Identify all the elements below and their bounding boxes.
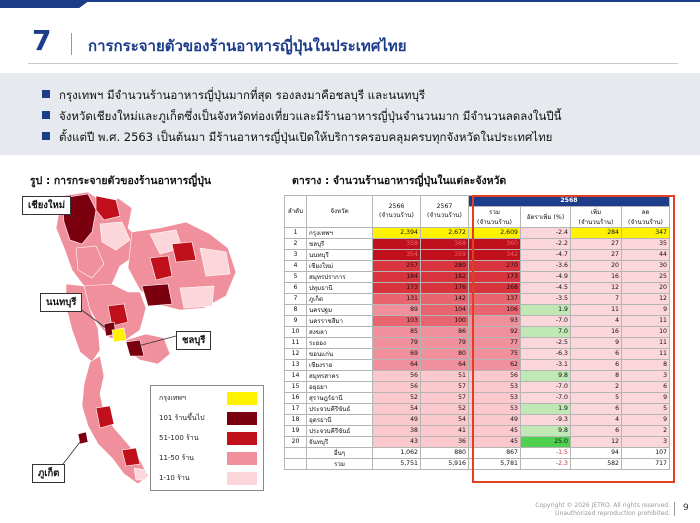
cell-increase: 6 — [571, 348, 622, 359]
legend-label: 11-50 ร้าน — [159, 454, 195, 462]
legend-swatch — [227, 472, 257, 485]
cell-growth: -2.2 — [521, 238, 571, 249]
cell-2566: 49 — [373, 414, 421, 425]
bullet-square-icon — [42, 90, 50, 98]
cell-decrease: 347 — [622, 227, 670, 238]
map-province-korat — [142, 284, 172, 306]
cell-province: ระยอง — [307, 337, 373, 348]
map-province-ne-light3 — [180, 286, 214, 308]
cell-rank: 6 — [285, 282, 307, 293]
cell-province: เชียงใหม่ — [307, 260, 373, 271]
cell-increase: 20 — [571, 260, 622, 271]
cell-rank: 13 — [285, 359, 307, 370]
table-row — [285, 403, 670, 414]
header-2567: 2567 (จำนวนร้าน) — [421, 196, 469, 228]
cell-2568: 53 — [469, 381, 521, 392]
header-rule — [28, 63, 678, 64]
cell-rank: 11 — [285, 337, 307, 348]
cell-decrease: 2 — [622, 425, 670, 436]
cell-province: ประจวบคีรีขันธ์ — [307, 425, 373, 436]
cell-decrease: 10 — [622, 326, 670, 337]
bullet-square-icon — [42, 111, 50, 119]
cell-growth: 9.8 — [521, 370, 571, 381]
cell-growth: 1.9 — [521, 304, 571, 315]
cell-rank: 4 — [285, 260, 307, 271]
cell-2567: 280 — [421, 260, 469, 271]
cell-rank: 3 — [285, 249, 307, 260]
cell-label: อื่นๆ — [307, 447, 373, 458]
top-accent-bar — [0, 0, 700, 8]
cell-rank: 14 — [285, 370, 307, 381]
cell-2568: 56 — [469, 370, 521, 381]
cell-increase: 6 — [571, 425, 622, 436]
legend-label: 101 ร้านขึ้นไป — [159, 414, 205, 422]
legend-swatch — [227, 392, 257, 405]
cell-2566: 54 — [373, 403, 421, 414]
cell-rank: 10 — [285, 326, 307, 337]
cell-province: สมุทรปราการ — [307, 271, 373, 282]
cell-2568: 5,781 — [469, 458, 521, 469]
header-2566: 2566 (จำนวนร้าน) — [373, 196, 421, 228]
map-province-bangkok — [112, 328, 126, 342]
table-row — [285, 436, 670, 447]
cell-2568: 62 — [469, 359, 521, 370]
cell-2568: 49 — [469, 414, 521, 425]
cell-empty — [285, 458, 307, 469]
cell-decrease: 20 — [622, 282, 670, 293]
page-number-divider — [674, 502, 675, 516]
cell-growth: 1.9 — [521, 403, 571, 414]
cell-decrease: 9 — [622, 392, 670, 403]
cell-2566: 89 — [373, 304, 421, 315]
cell-growth: 7.0 — [521, 326, 571, 337]
cell-2566: 184 — [373, 271, 421, 282]
table-row — [285, 227, 670, 238]
map-province-udon — [172, 242, 196, 262]
cell-province: นครราชสีมา — [307, 315, 373, 326]
cell-decrease: 107 — [622, 447, 670, 458]
table-row — [285, 348, 670, 359]
cell-rank: 18 — [285, 414, 307, 425]
summary-box — [0, 73, 700, 155]
cell-2568: 92 — [469, 326, 521, 337]
cell-2568: 168 — [469, 282, 521, 293]
cell-decrease: 5 — [622, 403, 670, 414]
map-tag-nonthaburi: นนทบุรี — [40, 293, 82, 312]
cell-label: รวม — [307, 458, 373, 469]
cell-increase: 27 — [571, 238, 622, 249]
cell-2568: 53 — [469, 403, 521, 414]
cell-2567: 5,916 — [421, 458, 469, 469]
cell-rank: 8 — [285, 304, 307, 315]
bullet-text: ตั้งแต่ปี พ.ศ. 2563 เป็นต้นมา มีร้านอาหารญี่ปุ่นเปิดให้บริการครอบคลุมครบทุกจังหวัดในประเทศไทย — [59, 130, 553, 144]
cell-province: นนทบุรี — [307, 249, 373, 260]
cell-increase: 16 — [571, 271, 622, 282]
cell-decrease: 9 — [622, 304, 670, 315]
cell-province: เชียงราย — [307, 359, 373, 370]
cell-2566: 173 — [373, 282, 421, 293]
page-title: การกระจายตัวของร้านอาหารญี่ปุ่นในประเทศไทย — [88, 37, 407, 55]
cell-2568: 106 — [469, 304, 521, 315]
table-row — [285, 370, 670, 381]
cell-province: สมุทรสาคร — [307, 370, 373, 381]
cell-increase: 7 — [571, 293, 622, 304]
table-row — [285, 293, 670, 304]
cell-increase: 11 — [571, 304, 622, 315]
legend-swatch — [227, 412, 257, 425]
cell-2567: 57 — [421, 381, 469, 392]
cell-2566: 354 — [373, 249, 421, 260]
restaurant-count-table — [284, 195, 670, 470]
cell-province: จันทบุรี — [307, 436, 373, 447]
cell-decrease: 11 — [622, 337, 670, 348]
cell-rank: 20 — [285, 436, 307, 447]
cell-rank: 15 — [285, 381, 307, 392]
cell-2567: 54 — [421, 414, 469, 425]
header-2568: 2568 — [469, 196, 670, 207]
header-decrease: ลด (จำนวนร้าน) — [622, 206, 670, 227]
cell-growth: 9.8 — [521, 425, 571, 436]
cell-growth: -2.4 — [521, 227, 571, 238]
map-tag-chonburi: ชลบุรี — [176, 331, 211, 350]
cell-rank: 2 — [285, 238, 307, 249]
header-total: รวม (จำนวนร้าน) — [469, 206, 521, 227]
cell-2566: 79 — [373, 337, 421, 348]
cell-province: ปทุมธานี — [307, 282, 373, 293]
cell-2568: 270 — [469, 260, 521, 271]
cell-2568: 360 — [469, 238, 521, 249]
header-province: จังหวัด — [307, 196, 373, 228]
cell-2567: 368 — [421, 238, 469, 249]
legend-row — [151, 468, 263, 488]
cell-2566: 257 — [373, 260, 421, 271]
cell-growth: -7.0 — [521, 381, 571, 392]
cell-rank: 12 — [285, 348, 307, 359]
cell-province: ภูเก็ต — [307, 293, 373, 304]
table-row-others — [285, 447, 670, 458]
map-caption: รูป : การกระจายตัวของร้านอาหารญี่ปุ่น — [30, 175, 212, 187]
cell-2567: 176 — [421, 282, 469, 293]
cell-2568: 867 — [469, 447, 521, 458]
cell-2566: 103 — [373, 315, 421, 326]
header-growth: อัตราเพิ่ม (%) — [521, 206, 571, 227]
cell-province: ประจวบคีรีขันธ์ — [307, 403, 373, 414]
cell-decrease: 30 — [622, 260, 670, 271]
page-number: 9 — [683, 503, 689, 513]
cell-rank: 17 — [285, 403, 307, 414]
cell-2566: 69 — [373, 348, 421, 359]
legend-row — [151, 428, 263, 448]
cell-increase: 2 — [571, 381, 622, 392]
bullet-item — [42, 108, 562, 126]
cell-increase: 582 — [571, 458, 622, 469]
cell-growth: -7.0 — [521, 392, 571, 403]
table-row — [285, 249, 670, 260]
cell-2568: 77 — [469, 337, 521, 348]
cell-province: สุราษฎร์ธานี — [307, 392, 373, 403]
table-row — [285, 381, 670, 392]
cell-growth: -1.5 — [521, 447, 571, 458]
cell-2567: 52 — [421, 403, 469, 414]
table-row — [285, 326, 670, 337]
table-caption: ตาราง : จำนวนร้านอาหารญี่ปุ่นในแต่ละจังหวัด — [292, 175, 507, 187]
cell-2567: 104 — [421, 304, 469, 315]
bullet-item — [42, 129, 552, 147]
cell-increase: 284 — [571, 227, 622, 238]
legend-row — [151, 388, 263, 408]
cell-growth: -3.6 — [521, 260, 571, 271]
table-row — [285, 282, 670, 293]
cell-province: ขอนแก่น — [307, 348, 373, 359]
map-region-south — [82, 356, 148, 484]
cell-province: กรุงเทพฯ — [307, 227, 373, 238]
cell-decrease: 25 — [622, 271, 670, 282]
cell-rank: 9 — [285, 315, 307, 326]
cell-2568: 342 — [469, 249, 521, 260]
cell-growth: -7.0 — [521, 315, 571, 326]
cell-2567: 182 — [421, 271, 469, 282]
cell-decrease: 717 — [622, 458, 670, 469]
cell-province: นครปฐม — [307, 304, 373, 315]
legend-row — [151, 408, 263, 428]
map-tag-chiangmai: เชียงใหม่ — [22, 196, 71, 215]
cell-growth: -6.3 — [521, 348, 571, 359]
cell-decrease: 3 — [622, 436, 670, 447]
cell-2567: 2,672 — [421, 227, 469, 238]
cell-2566: 64 — [373, 359, 421, 370]
cell-2568: 173 — [469, 271, 521, 282]
cell-increase: 4 — [571, 414, 622, 425]
cell-2568: 75 — [469, 348, 521, 359]
legend-label: 1-10 ร้าน — [159, 474, 190, 482]
cell-2567: 100 — [421, 315, 469, 326]
cell-2566: 131 — [373, 293, 421, 304]
cell-2567: 57 — [421, 392, 469, 403]
table-row — [285, 392, 670, 403]
cell-increase: 4 — [571, 315, 622, 326]
cell-increase: 12 — [571, 282, 622, 293]
cell-growth: -3.5 — [521, 293, 571, 304]
cell-2568: 45 — [469, 425, 521, 436]
cell-2567: 51 — [421, 370, 469, 381]
cell-decrease: 3 — [622, 370, 670, 381]
cell-rank: 5 — [285, 271, 307, 282]
cell-decrease: 11 — [622, 348, 670, 359]
cell-increase: 27 — [571, 249, 622, 260]
cell-growth: -2.3 — [521, 458, 571, 469]
table-row — [285, 337, 670, 348]
cell-decrease: 44 — [622, 249, 670, 260]
cell-province: อุดรธานี — [307, 414, 373, 425]
cell-2568: 45 — [469, 436, 521, 447]
cell-growth: -4.7 — [521, 249, 571, 260]
cell-growth: -9.3 — [521, 414, 571, 425]
cell-decrease: 35 — [622, 238, 670, 249]
cell-2566: 43 — [373, 436, 421, 447]
cell-increase: 9 — [571, 337, 622, 348]
cell-2567: 79 — [421, 337, 469, 348]
cell-growth: 25.0 — [521, 436, 571, 447]
cell-growth: -4.9 — [521, 271, 571, 282]
map-tag-phuket: ภูเก็ต — [32, 464, 65, 483]
cell-2566: 1,062 — [373, 447, 421, 458]
cell-2568: 53 — [469, 392, 521, 403]
cell-province: อยุธยา — [307, 381, 373, 392]
cell-province: สงขลา — [307, 326, 373, 337]
cell-2567: 142 — [421, 293, 469, 304]
cell-rank: 16 — [285, 392, 307, 403]
cell-2567: 359 — [421, 249, 469, 260]
bullet-text: จังหวัดเชียงใหม่และภูเก็ตซึ่งเป็นจังหวัดท่องเที่ยวและมีร้านอาหารญี่ปุ่นจำนวนมาก มีจำนวนลดลงในปีนี้ — [59, 109, 562, 123]
table-row — [285, 425, 670, 436]
cell-2566: 85 — [373, 326, 421, 337]
legend-swatch — [227, 432, 257, 445]
cell-province: ชลบุรี — [307, 238, 373, 249]
cell-decrease: 12 — [622, 293, 670, 304]
cell-increase: 6 — [571, 359, 622, 370]
cell-2567: 880 — [421, 447, 469, 458]
table-row-sum — [285, 458, 670, 469]
copyright-footer — [535, 502, 670, 518]
table-row — [285, 414, 670, 425]
table-row — [285, 315, 670, 326]
cell-rank: 19 — [285, 425, 307, 436]
cell-increase: 16 — [571, 326, 622, 337]
cell-2566: 56 — [373, 381, 421, 392]
section-number: 7 — [32, 24, 52, 57]
bullet-text: กรุงเทพฯ มีจำนวนร้านอาหารญี่ปุ่นมากที่สุด รองลงมาคือชลบุรี และนนทบุรี — [59, 88, 426, 102]
cell-2568: 2,609 — [469, 227, 521, 238]
table-row — [285, 238, 670, 249]
legend-label: 51-100 ร้าน — [159, 434, 199, 442]
bullet-item — [42, 87, 425, 105]
cell-2567: 41 — [421, 425, 469, 436]
cell-decrease: 8 — [622, 359, 670, 370]
cell-increase: 6 — [571, 403, 622, 414]
bullet-square-icon — [42, 132, 50, 140]
cell-2566: 2,394 — [373, 227, 421, 238]
cell-decrease: 11 — [622, 315, 670, 326]
cell-2566: 38 — [373, 425, 421, 436]
header-increase: เพิ่ม (จำนวนร้าน) — [571, 206, 622, 227]
cell-increase: 5 — [571, 392, 622, 403]
cell-decrease: 9 — [622, 414, 670, 425]
cell-2568: 137 — [469, 293, 521, 304]
table-row — [285, 304, 670, 315]
cell-2567: 64 — [421, 359, 469, 370]
cell-decrease: 6 — [622, 381, 670, 392]
cell-2567: 80 — [421, 348, 469, 359]
title-divider — [71, 33, 72, 55]
cell-2567: 86 — [421, 326, 469, 337]
legend-label: กรุงเทพฯ — [159, 394, 186, 402]
legend-row — [151, 448, 263, 468]
cell-2568: 93 — [469, 315, 521, 326]
copyright-note: Unauthorized reproduction prohibited. — [555, 510, 670, 517]
cell-growth: -4.5 — [521, 282, 571, 293]
cell-2566: 52 — [373, 392, 421, 403]
cell-2566: 5,751 — [373, 458, 421, 469]
copyright-text: Copyright © 2026 JETRO. All rights reserved. — [535, 502, 670, 509]
cell-increase: 8 — [571, 370, 622, 381]
cell-empty — [285, 447, 307, 458]
cell-increase: 12 — [571, 436, 622, 447]
cell-2566: 358 — [373, 238, 421, 249]
cell-growth: -3.1 — [521, 359, 571, 370]
legend-swatch — [227, 452, 257, 465]
header-rank: ลำดับ — [285, 196, 307, 228]
cell-increase: 94 — [571, 447, 622, 458]
cell-rank: 1 — [285, 227, 307, 238]
cell-rank: 7 — [285, 293, 307, 304]
cell-2566: 56 — [373, 370, 421, 381]
cell-2567: 36 — [421, 436, 469, 447]
table-row — [285, 359, 670, 370]
table-row — [285, 260, 670, 271]
table-row — [285, 271, 670, 282]
cell-growth: -2.5 — [521, 337, 571, 348]
map-legend — [150, 385, 264, 491]
map-province-south-light — [134, 468, 146, 480]
